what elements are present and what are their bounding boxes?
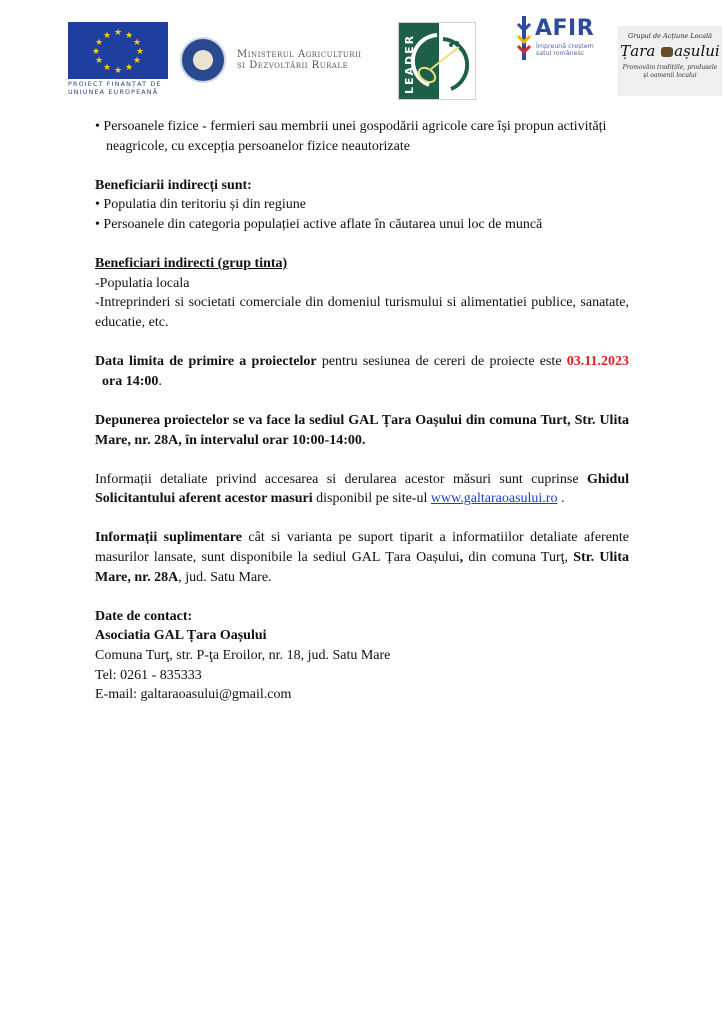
gal-logo (618, 26, 722, 96)
eu-caption-line2: UNIUNEA EUROPEANĂ (68, 89, 159, 96)
gal-name-part1: Țara (620, 42, 661, 60)
logo-header (0, 16, 724, 100)
contact-heading: Date de contact: (95, 608, 193, 624)
svg-text:★: ★ (135, 47, 145, 57)
wheat-icon (517, 16, 531, 60)
extra-info-label: Informații suplimentare (95, 530, 242, 546)
deadline-text: pentru sesiunea de cereri de proiecte este (316, 354, 567, 370)
svg-text:★: ★ (102, 31, 112, 41)
gal-name (618, 42, 722, 60)
svg-text:★: ★ (132, 38, 142, 48)
svg-text:★: ★ (91, 47, 101, 57)
target-group-heading: Beneficiari indirecti (grup tinta) (95, 256, 288, 272)
contact-email: E-mail: galtaraoasului@gmail.com (95, 687, 292, 703)
svg-text:★: ★ (113, 66, 123, 76)
extra-info-text1: cât si varianta pe suport tiparit a informatiilor detaliate aferente masurilor lansate, sunt disponibile la sediul GAL Țara Oașului (95, 530, 630, 566)
indirect-beneficiaries-heading: Beneficiarii indirecți sunt: (95, 177, 252, 193)
leader-word: LEADER (403, 33, 416, 94)
extra-info-text2: din comuna Turţ, (463, 550, 574, 566)
indirect-item: • Populatia din teritoriu și din regiune (95, 197, 306, 213)
ministry-line2: și Dezvoltării Rurale (237, 60, 349, 71)
afir-word: AFIR (535, 16, 595, 41)
target-item: -Populatia locala (95, 275, 190, 291)
afir-tagline (536, 43, 594, 57)
extra-info-paragraph (95, 528, 629, 587)
info-paragraph (95, 470, 629, 509)
government-seal-icon (180, 37, 226, 83)
extra-info-comma: , (459, 550, 464, 566)
svg-text:★: ★ (132, 56, 142, 66)
ministry-line1: Ministerul Agriculturii (237, 49, 362, 60)
deadline-paragraph (95, 352, 629, 391)
deadline-end: . (158, 373, 162, 389)
afir-tagline-line2: satul românesc (536, 50, 585, 57)
submission-paragraph: Depunerea proiectelor se va face la sediul GAL Țara Oașului din comuna Turt, Str. Ulita Mare, nr. 28A, în intervalul orar 10:00-14:00. (95, 412, 629, 448)
eu-stars-icon (68, 22, 168, 79)
svg-text:★: ★ (94, 56, 104, 66)
afir-logo (517, 16, 607, 66)
svg-text:★: ★ (94, 38, 104, 48)
svg-text:★: ★ (124, 63, 134, 73)
leader-emblem-icon (399, 23, 476, 100)
svg-text:★: ★ (113, 28, 123, 38)
deadline-time: ora 14:00 (95, 373, 159, 389)
svg-text:★: ★ (124, 31, 134, 41)
eu-logo (68, 22, 170, 100)
document-body (95, 117, 629, 705)
eu-caption-line1: PROIECT FINANȚAT DE (68, 81, 162, 88)
contact-address: Comuna Turţ, str. P-ţa Eroilor, nr. 18, jud. Satu Mare (95, 648, 391, 664)
gal-top-text: Grupul de Acțiune Locală (627, 32, 713, 40)
info-text2: disponibil pe site-ul (312, 491, 431, 507)
extra-info-address: Str. Ulita Mare, nr. 28A (95, 550, 629, 585)
bullet-persoane-fizice: • Persoanele fizice - fermieri sau membrii unei gospodării agricole care își propun activități neagricole, cu excepția persoanelor fizice neautorizate (95, 119, 607, 154)
website-link[interactable]: www.galtaraoasului.ro (430, 491, 558, 507)
ministry-name (237, 49, 362, 71)
target-item: -Intreprinderi si societati comerciale din domeniul turismului si alimentatiei publice, sanatate, educatie, etc. (95, 295, 629, 330)
svg-text:★: ★ (102, 63, 112, 73)
deadline-label: Data limita de primire a proiectelor (95, 354, 317, 370)
deadline-date: 03.11.2023 (566, 354, 629, 370)
tree-stump-icon (661, 47, 673, 57)
gal-tagline-line2: și oamenii locului (643, 72, 697, 79)
guide-title: Ghidul Solicitantului aferent acestor masuri (95, 471, 629, 507)
indirect-item: • Persoanele din categoria populației active aflate în căutarea unui loc de muncă (95, 216, 543, 232)
gal-tagline-line1: Promovăm tradițiile, produsele (622, 64, 718, 71)
afir-tagline-line1: Împreună creștem (536, 43, 594, 50)
eu-flag (68, 22, 168, 79)
leader-logo (398, 22, 476, 100)
gal-tagline (618, 64, 722, 80)
contact-organization: Asociatia GAL Țara Oașului (95, 628, 267, 644)
info-end: . (557, 491, 565, 507)
extra-info-text3: , jud. Satu Mare. (178, 569, 272, 585)
ministry-logo (180, 37, 375, 87)
contact-phone: Tel: 0261 - 835333 (95, 667, 202, 683)
gal-name-part2: așului (674, 42, 720, 60)
info-text1: Informații detaliate privind accesarea si derularea acestor măsuri sunt cuprinse (95, 471, 587, 487)
